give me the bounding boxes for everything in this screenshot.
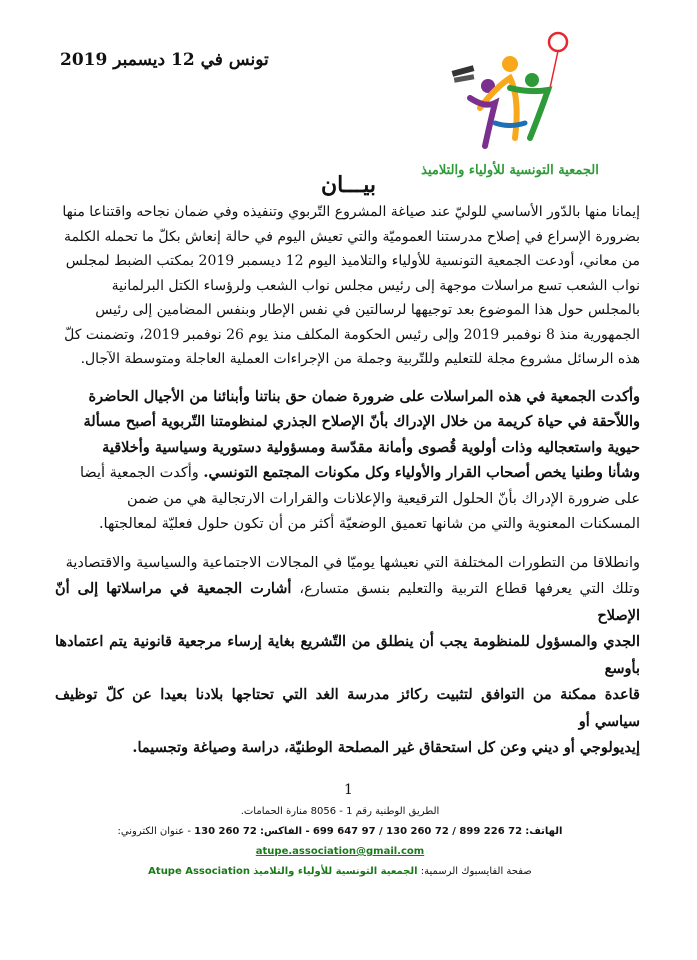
text-line: المسكنات المعنوية والتي من شانها تعميق الوضعيّة أكثر من أن تكون حلول فعليّة لمعالجتها. — [98, 516, 640, 532]
paragraph-3 — [55, 550, 640, 762]
org-name: الجمعية التونسية للأولياء والتلاميذ — [421, 163, 599, 178]
email-label: - عنوان الكتروني: — [117, 826, 191, 837]
text-line: واللاّحقة في حياة كريمة من خلال الإدراك بأنّ الإصلاح الجذري لمنظومتنا التّربوية أصبح مسألة — [83, 413, 640, 430]
text-line-mixed — [55, 460, 640, 487]
text-line: إيديولوجي أو ديني وعن كل استحقاق غير المصلحة الوطنيّة، دراسة وصياغة وتجسيما. — [132, 739, 640, 756]
phone-numbers: 72 226 899 / 72 260 130 / 97 647 699 — [312, 826, 523, 837]
text-bold-part: أشارت الجمعية في مراسلاتها إلى أنّ الإصلاح — [55, 580, 640, 624]
footer-facebook — [40, 862, 640, 882]
email-link[interactable]: atupe.association@gmail.com — [255, 846, 425, 857]
text-normal-part: وتلك التي يعرفها قطاع التربية والتعليم بنسق متسارع، — [299, 581, 640, 597]
text-line: وأكدت الجمعية في هذه المراسلات على ضرورة ضمان حق بناتنا وأبنائنا من الأجيال الحاضرة — [88, 387, 640, 405]
text-line: نواب الشعب تسع مراسلات موجهة إلى رئيس مجلس نواب الشعب ولرؤساء الكتل البرلمانية — [111, 277, 640, 294]
fax-label: - الفاكس: — [259, 826, 310, 837]
org-logo — [410, 28, 610, 183]
text-line: إيمانا منها بالدّور الأساسي للوليّ عند صياغة المشروع التّربوي وتنفيذه وفي ضمان نجاحه واقتناعا منها — [62, 204, 640, 220]
text-line: من معاني، أودعت الجمعية التونسية للأولياء والتلاميذ اليوم 12 ديسمبر 2019 بمكتب الضبط لمجلس — [65, 253, 640, 269]
facebook-page-en[interactable]: Atupe Association — [148, 866, 251, 877]
facebook-page-name: الجمعية التونسية للأولياء والتلاميذ — [253, 866, 418, 877]
phone-label: الهاتف: — [525, 826, 563, 837]
text-line: الجدي والمسؤول للمنظومة يجب أن ينطلق من التّشريع بغاية إرساء مرجعية قانونية يتم اعتمادها بأوسع — [55, 633, 640, 677]
text-line: حيوية واستعجاليه وذات أولوية قُصوى وأمانة مقدّسة ومسؤولية دستورية وسياسية وأخلاقية — [102, 438, 640, 456]
text-line: على ضرورة الإدراك بأنّ الحلول الترقيعية والإعلانات والقرارات الارتجالية هي من ضمن — [126, 490, 640, 507]
fax-number: 72 260 130 — [194, 826, 257, 837]
text-line: بالمجلس حول هذا الموضوع بعد توجيهها لرسالتين في نفس الإطار وبنفس المضامين إلى رئيس — [95, 302, 640, 318]
text-line: وانطلاقا من التطورات المختلفة التي نعيشها يوميّا في المجالات الاجتماعية والسياسية والاقتصادية — [65, 554, 640, 571]
statement-title: بيـــان — [321, 172, 376, 198]
text-line: قاعدة ممكنة من التوافق لتثبيت ركائز مدرسة الغد التي تحتاجها بلادنا بعيدا عن كلّ توظيف سياسي أو — [55, 686, 640, 730]
text-line: الجمهورية منذ 8 نوفمبر 2019 وإلى رئيس الحكومة المكلف منذ يوم 26 نوفمبر 2019، وتضمنت كلّ — [64, 326, 640, 343]
document-date: تونس في 12 ديسمبر 2019 — [60, 50, 269, 70]
text-line: بضرورة الإسراع في إصلاح مدرستنا العموميّة والتي تعيش اليوم في حالة إنعاش بكلّ ما تحمله الكلمة — [63, 228, 640, 245]
family-logo-icon — [450, 28, 570, 163]
facebook-label: صفحة الفايسبوك الرسمية: — [420, 866, 532, 877]
page-number: 1 — [344, 782, 353, 798]
footer-address: الطريق الوطنية رقم 1 - 8056 منارة الحمامات. — [240, 806, 440, 817]
footer-contact — [40, 822, 640, 862]
footer — [40, 802, 640, 882]
paragraph-2 — [55, 384, 640, 538]
text-line: هذه الرسائل مشروع مجلة للتعليم وللتّربية وجملة من الإجراءات العملية العاجلة ومتوسطة الآجال. — [80, 351, 640, 367]
statement-body — [55, 200, 640, 774]
paragraph-1 — [55, 200, 640, 372]
text-normal-part: وأكدت الجمعية أيضا — [79, 465, 204, 481]
text-line-mixed — [55, 576, 640, 629]
text-bold-part: وشأنا وطنيا يخص أصحاب القرار والأولياء وكل مكونات المجتمع التونسي. — [203, 464, 640, 481]
